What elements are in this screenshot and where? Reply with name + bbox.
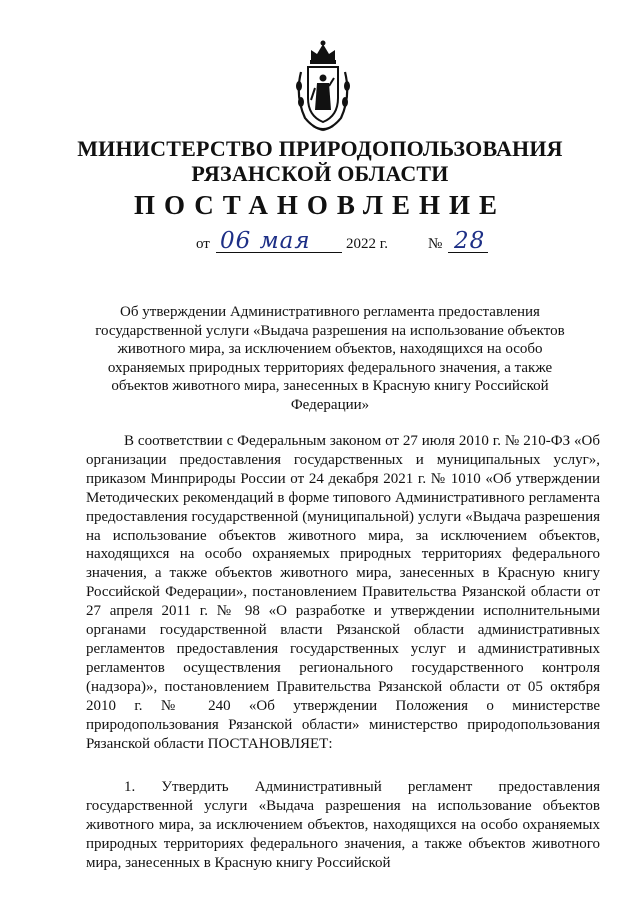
item-1-paragraph: [86, 778, 600, 873]
date-from-label: от: [196, 236, 210, 252]
preamble-paragraph: [86, 432, 600, 753]
handwritten-date: 06 мая: [220, 228, 311, 254]
ryazan-coat-of-arms-emblem: [293, 38, 353, 134]
preamble-text: В соответствии с Федеральным законом от 27 июля 2010 г. № 210-ФЗ «Об организации предоставления государственных и муниципальных услуг», приказом Минприроды России от 24 декабря 2021 г. № 1010 «Об утверждении Методических рекомендаций в форме типового Административного регламента предоставления государственной (муниципальной) услуги «Выдача разрешения на использование объектов животного мира, за исключением объектов, находящихся на особо охраняемых природных территориях федерального значения, а также объектов животного мира, занесенных в Красную книгу Российской Федерации», постановлением Правительства Рязанской области от 27 апреля 2011 г. № 98 «О разработке и утверждении исполнительными органами государственной власти Рязанской области административных регламентов предоставления государственных услуг и административных регламентов осуществления регионального государственного контроля (надзора)», постановлением Правительства Рязанской области от 05 октября 2010 г. № 240 «Об утверждении Положения о министерстве природопользования Рязанской области» министерство природопользования Рязанской области ПОСТАНОВЛЯЕТ:: [86, 433, 600, 752]
document-subject: Об утверждении Административного регламента предоставления государственной услуги «Выдача разрешения на использование объектов животного мира, за исключением объектов, находящихся на особо охраняемых природных территориях федерального значения, а также объектов животного мира, занесенных в Красную книгу Российской Федерации»: [95, 304, 565, 413]
number-label: №: [428, 236, 443, 252]
document-type-title: ПОСТАНОВЛЕНИЕ: [133, 190, 507, 220]
handwritten-number: 28: [454, 228, 486, 254]
ministry-name-line2: РЯЗАНСКОЙ ОБЛАСТИ: [191, 161, 449, 186]
date-year: 2022 г.: [346, 236, 388, 252]
date-number-line: [196, 228, 526, 258]
item-1-text: 1. Утвердить Административный регламент предоставления государственной услуги «Выдача разрешения на использование объектов животного мира, за исключением объектов, находящихся на особо охраняемых природных территориях федерального значения, а также объектов животного мира, занесенных в Красную книгу Российской: [86, 779, 600, 871]
ministry-name-line1: МИНИСТЕРСТВО ПРИРОДОПОЛЬЗОВАНИЯ: [77, 136, 563, 161]
